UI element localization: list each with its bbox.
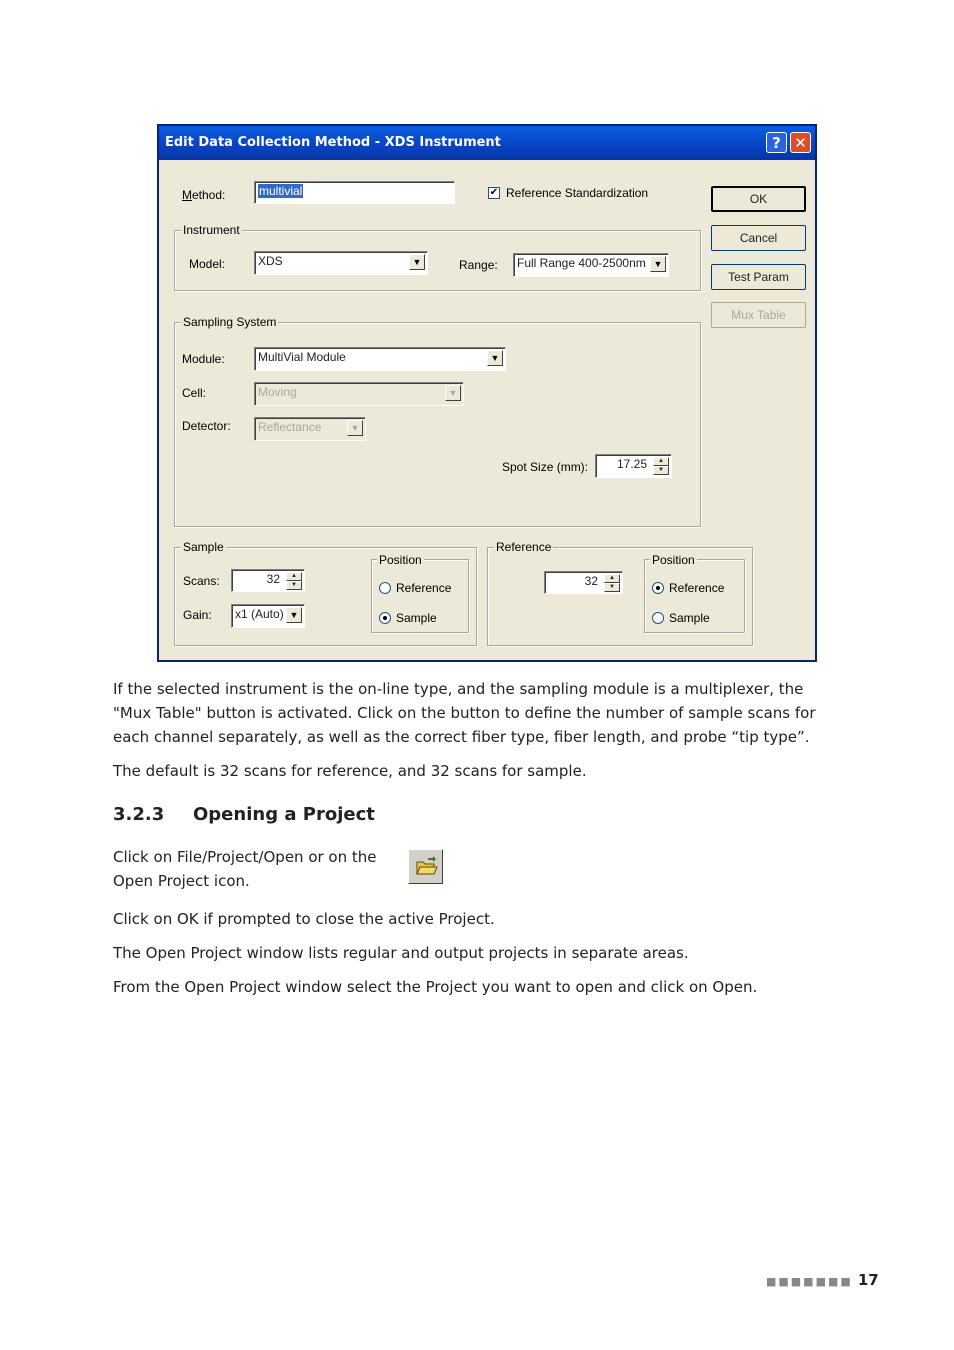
method-input[interactable]: multivial [254, 181, 455, 204]
reference-standardization-label: Reference Standardization [506, 186, 649, 200]
cell-select[interactable]: Moving ▼ [254, 382, 464, 406]
help-button[interactable]: ? [766, 132, 787, 153]
chevron-down-icon[interactable]: ▼ [650, 256, 666, 272]
chevron-down-icon[interactable]: ▼ [409, 254, 425, 270]
dialog-title: Edit Data Collection Method - XDS Instrument [165, 135, 501, 150]
sample-scans-label: Scans: [183, 574, 220, 588]
spot-size-stepper[interactable]: 17.25 ▲ ▼ [595, 454, 672, 478]
model-select[interactable]: XDS ▼ [254, 251, 428, 275]
paragraph-default-scans: The default is 32 scans for reference, and 32 scans for sample. [113, 762, 587, 780]
sample-legend: Sample [183, 540, 224, 554]
sample-position-sample-radio[interactable] [379, 612, 391, 624]
close-button[interactable]: ✕ [790, 132, 811, 153]
model-label: Model: [189, 257, 226, 271]
chevron-down-icon[interactable]: ▼ [487, 350, 503, 366]
page-footer [766, 1270, 879, 1289]
range-select[interactable]: Full Range 400-2500nm ▼ [513, 253, 669, 277]
mux-table-button[interactable]: Mux Table [711, 302, 806, 328]
instrument-legend: Instrument [183, 223, 240, 237]
paragraph-click-ok: Click on OK if prompted to close the active Project. [113, 910, 495, 928]
gain-label: Gain: [183, 608, 212, 622]
section-title: Opening a Project [193, 804, 375, 825]
chevron-down-icon: ▼ [347, 420, 363, 436]
cell-label: Cell: [182, 386, 207, 400]
spinner-icon[interactable]: ▲ ▼ [286, 572, 302, 590]
paragraph-open-project: Click on File/Project/Open or on the Open Project icon. [113, 848, 377, 890]
spinner-icon[interactable]: ▲ ▼ [653, 457, 669, 475]
page-number: 17 [857, 1271, 879, 1289]
reference-position-reference-radio[interactable] [652, 582, 664, 594]
sampling-system-legend: Sampling System [183, 315, 277, 329]
detector-select[interactable]: Reflectance ▼ [254, 417, 366, 441]
open-project-icon [408, 849, 443, 884]
reference-position-reference-label: Reference [669, 581, 725, 595]
gain-select[interactable]: x1 (Auto) ▼ [231, 604, 305, 628]
paragraph-open-project-window: The Open Project window lists regular and output projects in separate areas. [113, 944, 689, 962]
module-label: Module: [182, 352, 225, 366]
range-label: Range: [459, 258, 498, 272]
reference-position-sample-radio[interactable] [652, 612, 664, 624]
reference-legend: Reference [496, 540, 552, 554]
sample-position-legend: Position [379, 553, 422, 567]
chevron-down-icon: ▼ [445, 385, 461, 401]
spot-size-label: Spot Size (mm): [502, 460, 589, 474]
paragraph-mux-table: If the selected instrument is the on-line type, and the sampling module is a multiplexer, the "Mux Table" button is activated. Click on the button to define the number of sample scans for each channel separately, as well as the correct fiber type, fiber length, and probe “tip type”. [113, 680, 816, 746]
edit-method-dialog [157, 124, 817, 662]
dialog-titlebar[interactable] [159, 126, 815, 160]
section-number: 3.2.3 [113, 804, 165, 825]
method-label: Method: [182, 188, 226, 202]
detector-label: Detector: [182, 419, 231, 433]
reference-position-sample-label: Sample [669, 611, 710, 625]
chevron-down-icon[interactable]: ▼ [286, 607, 302, 623]
reference-position-legend: Position [652, 553, 695, 567]
reference-standardization-checkbox[interactable]: ✔ [489, 187, 499, 198]
module-select[interactable]: MultiVial Module ▼ [254, 347, 506, 371]
sample-position-reference-label: Reference [396, 581, 452, 595]
cancel-button[interactable]: Cancel [711, 225, 806, 251]
sample-position-sample-label: Sample [396, 611, 437, 625]
sample-position-reference-radio[interactable] [379, 582, 391, 594]
test-param-button[interactable]: Test Param [711, 264, 806, 290]
reference-scans-stepper[interactable]: 32 ▲ ▼ [544, 571, 623, 594]
paragraph-select-project: From the Open Project window select the Project you want to open and click on Open. [113, 978, 758, 996]
spinner-icon[interactable]: ▲ ▼ [604, 574, 620, 592]
sample-scans-stepper[interactable]: 32 ▲ ▼ [231, 569, 305, 592]
ok-button[interactable]: OK [711, 186, 806, 212]
footer-dots: ■■■■■■■ [766, 1275, 853, 1288]
